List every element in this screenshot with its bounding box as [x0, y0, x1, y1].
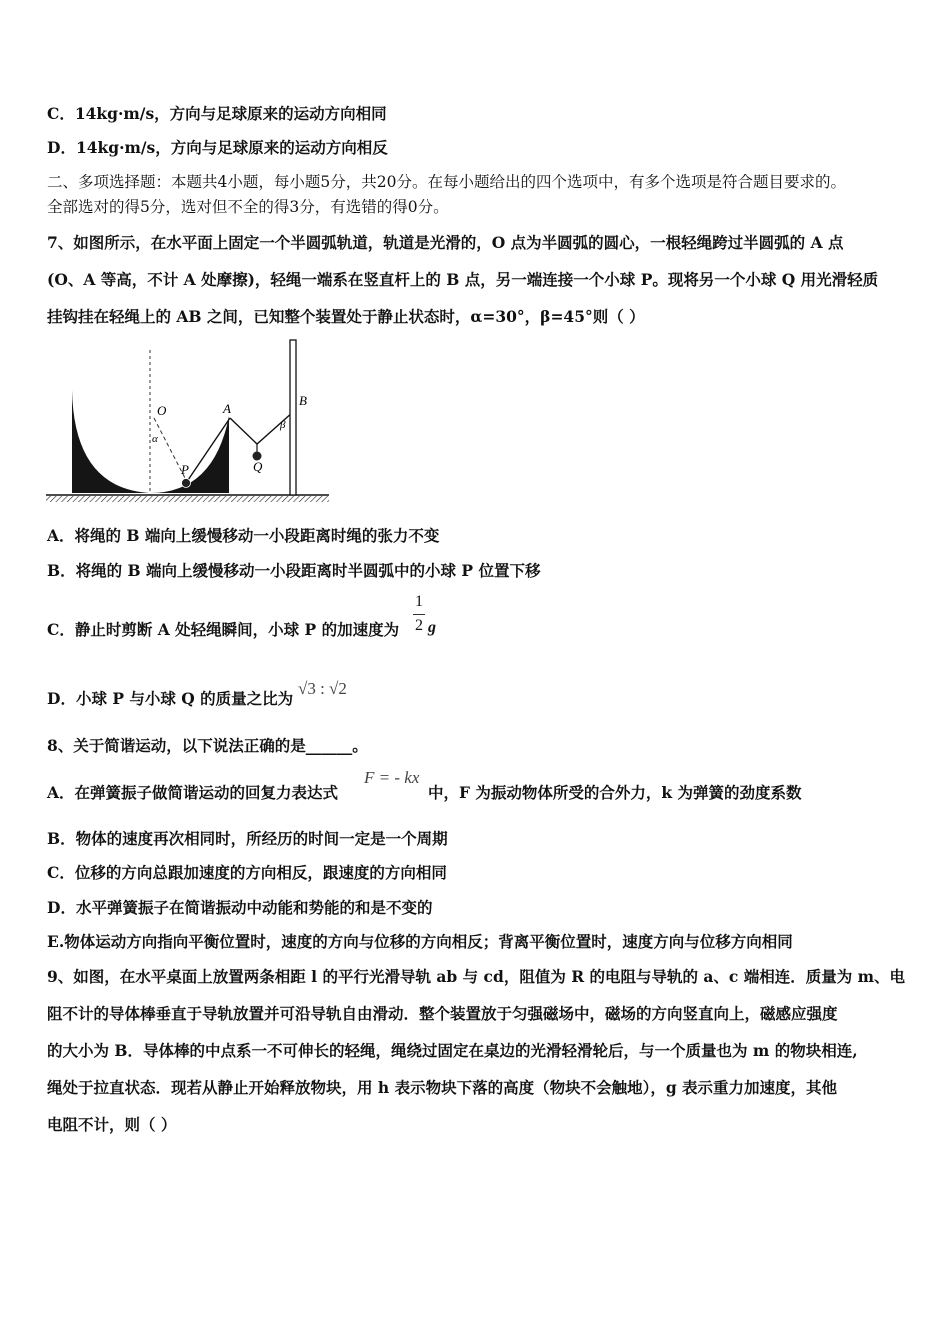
q7-stem-line2: (O、A 等高，不计 A 处摩擦)，轻绳一端系在竖直杆上的 B 点，另一端连接一个小球 P。现将另一个小球 Q 用光滑轻质: [47, 270, 879, 289]
q8-option-b: B．物体的速度再次相同时，所经历的时间一定是一个周期: [47, 829, 448, 848]
ground-hatch: [46, 496, 329, 502]
q7-stem-line1: 7、如图所示，在水平面上固定一个半圆弧轨道，轨道是光滑的，O 点为半圆弧的圆心，一根轻绳跨过半圆弧的 A 点: [47, 233, 844, 252]
label-q: Q: [253, 459, 263, 474]
section-2-heading-line1: 二、多项选择题：本题共4小题，每小题5分，共20分。在每小题给出的四个选项中，有多个选项是符合题目要求的。: [47, 173, 846, 191]
q8-option-c: C．位移的方向总跟加速度的方向相反，跟速度的方向相同: [47, 863, 447, 882]
section-2-heading-line2: 全部选对的得5分，选对但不全的得3分，有选错的得0分。: [47, 198, 449, 216]
q8-option-d: D．水平弹簧振子在简谐振动中动能和势能的和是不变的: [47, 898, 433, 917]
ball-p: [182, 479, 191, 488]
label-beta: β: [280, 419, 286, 431]
q8-a-formula: F = - kx: [364, 768, 420, 787]
label-o: O: [157, 403, 167, 418]
label-a: A: [223, 401, 231, 416]
option-c-q6: C．14kg·m/s，方向与足球原来的运动方向相同: [47, 104, 387, 123]
q9-stem-line3: 的大小为 B．导体棒的中点系一不可伸长的轻绳，绳绕过固定在桌边的光滑轻滑轮后，与一个质量也为 m 的物块相连,: [47, 1041, 858, 1060]
q7-diagram: [44, 338, 344, 510]
q8-stem: 8、关于简谐运动，以下说法正确的是______。: [47, 736, 368, 755]
q7-option-c: C．静止时剪断 A 处轻绳瞬间，小球 P 的加速度为: [47, 620, 400, 639]
left-arc-block: [72, 390, 149, 493]
q8-option-a-suffix: 中，F 为振动物体所受的合外力，k 为弹簧的劲度系数: [428, 783, 802, 802]
q7-c-g: g: [428, 619, 436, 636]
label-b: B: [299, 393, 307, 408]
q7-option-a: A．将绳的 B 端向上缓慢移动一小段距离时绳的张力不变: [47, 526, 440, 545]
label-p: P: [181, 462, 189, 477]
q9-stem-line5: 电阻不计，则（ ）: [47, 1115, 177, 1134]
q7-c-fraction-denominator: 2: [415, 617, 423, 634]
q9-stem-line2: 阻不计的导体棒垂直于导轨放置并可沿导轨自由滑动．整个装置放于匀强磁场中，磁场的方向竖直向上，磁感应强度: [47, 1004, 838, 1023]
q7-option-d: D．小球 P 与小球 Q 的质量之比为: [47, 689, 294, 708]
q8-option-e: E.物体运动方向指向平衡位置时，速度的方向与位移的方向相反；背离平衡位置时，速度方向与位移方向相同: [47, 932, 793, 951]
q7-option-b: B．将绳的 B 端向上缓慢移动一小段距离时半圆弧中的小球 P 位置下移: [47, 561, 541, 580]
label-alpha: α: [152, 433, 158, 445]
vertical-pole: [290, 340, 296, 495]
q7-d-ratio: √3 : √2: [298, 679, 347, 698]
q9-stem-line1: 9、如图，在水平桌面上放置两条相距 l 的平行光滑导轨 ab 与 cd，阻值为 R 的电阻与导轨的 a、c 端相连．质量为 m、电: [47, 967, 906, 986]
q7-stem-line3: 挂钩挂在轻绳上的 AB 之间，已知整个装置处于静止状态时，α=30°，β=45°则（ ）: [47, 307, 645, 326]
q8-option-a-prefix: A．在弹簧振子做简谐运动的回复力表达式: [47, 783, 339, 802]
option-d-q6: D．14kg·m/s，方向与足球原来的运动方向相反: [47, 138, 388, 157]
q7-c-fraction-bar: [413, 614, 425, 615]
q7-c-fraction-numerator: 1: [415, 593, 423, 610]
q9-stem-line4: 绳处于拉直状态．现若从静止开始释放物块，用 h 表示物块下落的高度（物块不会触地），g 表示重力加速度，其他: [47, 1078, 838, 1097]
